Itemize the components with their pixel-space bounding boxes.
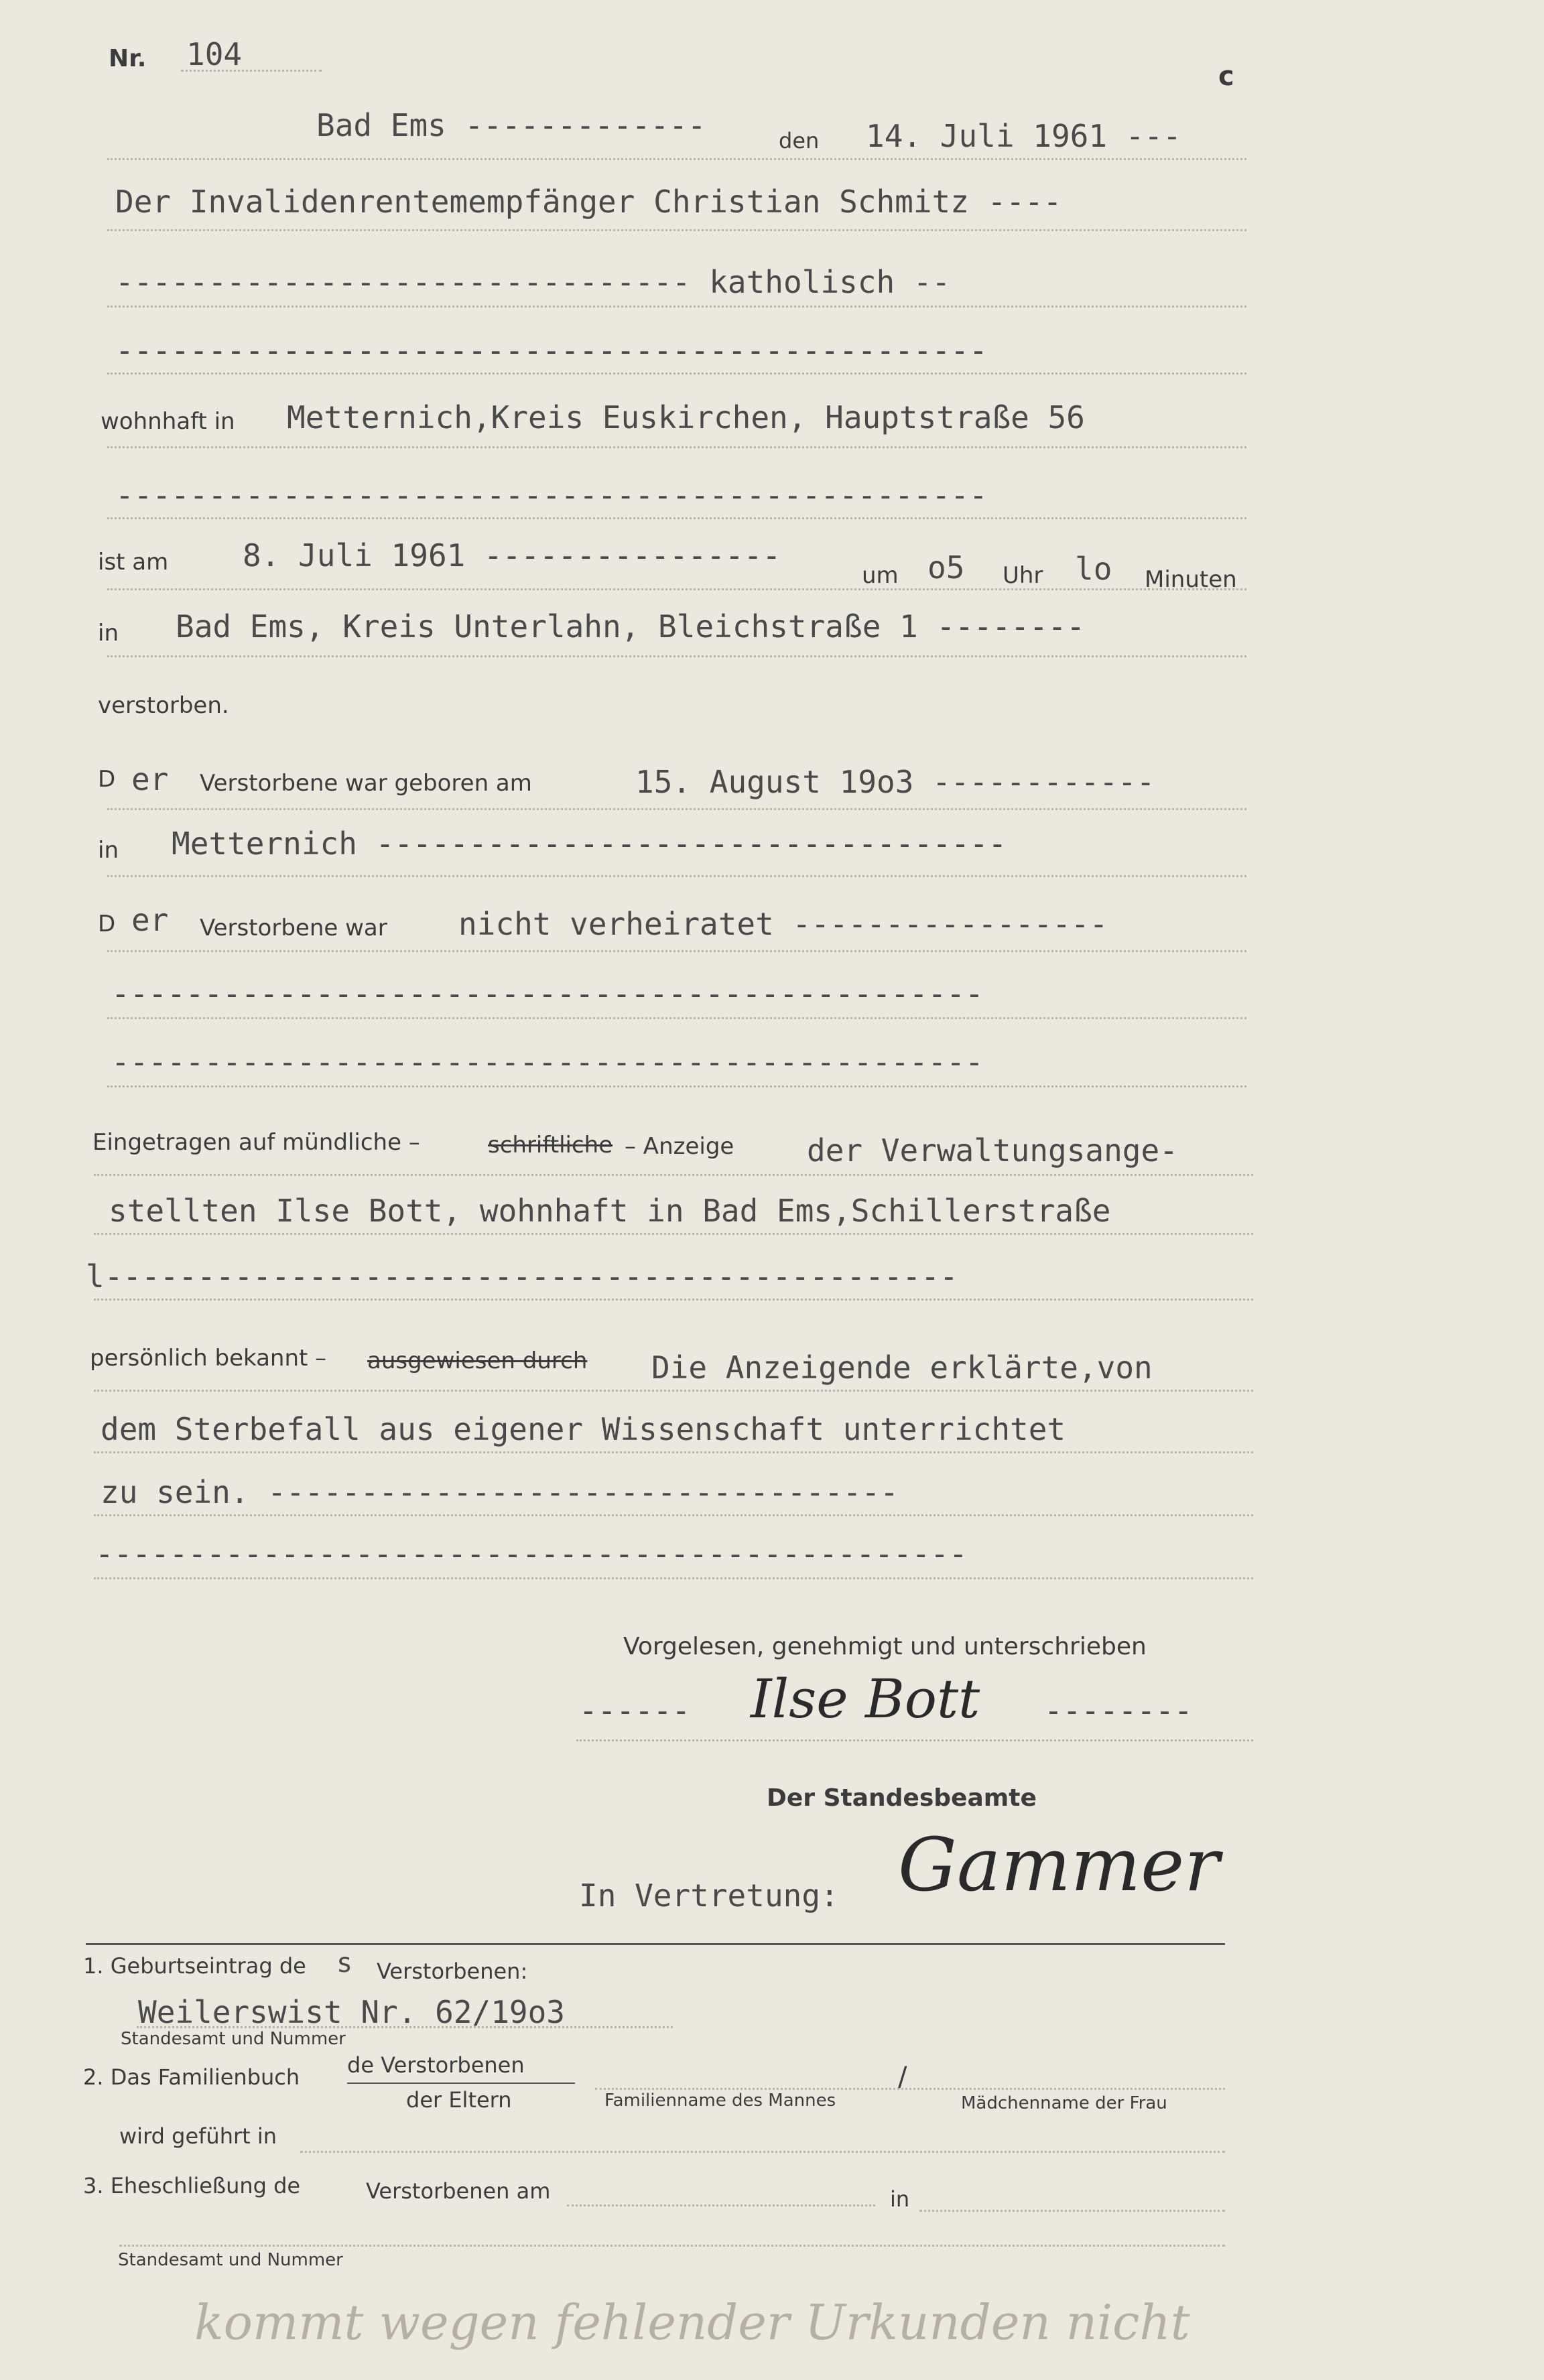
rule-line — [576, 1739, 1253, 1741]
footer-item2-label: 2. Das Familienbuch — [83, 2064, 300, 2090]
rule-line — [94, 1174, 1253, 1176]
birth-d-prefix: D — [98, 766, 116, 793]
rule-line — [107, 950, 1246, 952]
handwritten-pencil-note: kommt wegen fehlender Urkunden nicht — [194, 2294, 1190, 2351]
birth-label: Verstorbene war geboren am — [200, 770, 532, 797]
identity-line-3: zu sein. ---------------------------------- — [101, 1474, 899, 1510]
rule-line — [919, 2210, 1225, 2212]
place-of-record: Bad Ems ------------- — [316, 107, 706, 143]
rule-line — [595, 2088, 1225, 2090]
marital-dash-line-3: ----------------------------------------------- — [111, 1044, 984, 1080]
ist-am-label: ist am — [98, 549, 169, 576]
fraction-rule — [347, 2082, 575, 2084]
informant-line-2: stellten Ilse Bott, wohnhaft in Bad Ems,Schillerstraße — [109, 1193, 1111, 1229]
family-book-top: de Verstorbenen — [347, 2052, 525, 2078]
um-label: um — [862, 562, 899, 589]
wohnhaft-label: wohnhaft in — [101, 408, 235, 435]
informant-signature: Ilse Bott — [751, 1668, 980, 1730]
informant-line-3: l---------------------------------------------- — [86, 1258, 958, 1295]
birth-registry-entry: Weilerswist Nr. 62/19o3 — [138, 1994, 565, 2030]
standesamt-label-2: Standesamt und Nummer — [118, 2250, 343, 2270]
rule-line — [94, 1390, 1253, 1392]
rule-line — [94, 1233, 1253, 1235]
signature-dash-left: ------ — [579, 1693, 691, 1729]
registrar-signature: Gammer — [898, 1822, 1220, 1908]
footer-divider — [86, 1943, 1225, 1945]
footer-item3-in: in — [890, 2186, 910, 2212]
rule-line — [94, 1451, 1253, 1453]
rule-line — [107, 517, 1246, 519]
blank-dash-line: ----------------------------------------------- — [115, 332, 988, 369]
nr-value: 104 — [186, 36, 243, 72]
signature-dash-right: -------- — [1044, 1693, 1193, 1729]
nr-label: Nr. — [109, 45, 147, 72]
minuten-label: Minuten — [1145, 566, 1237, 593]
corner-mark: c — [1218, 61, 1234, 92]
identity-line-2: dem Sterbefall aus eigener Wissenschaft unterrichtet — [101, 1411, 1066, 1447]
rule-line — [107, 446, 1246, 448]
death-minutes: lo — [1075, 551, 1112, 587]
rule-line — [94, 1514, 1253, 1516]
footer-item3-label: 3. Eheschließung de — [83, 2173, 301, 2198]
gefuehrt-label: wird geführt in — [119, 2123, 277, 2149]
maedchenname-label: Mädchenname der Frau — [961, 2093, 1167, 2113]
rule-line — [107, 229, 1246, 231]
name-slash: / — [898, 2062, 907, 2093]
rule-line — [107, 1085, 1246, 1087]
rule-line — [107, 306, 1246, 308]
record-date: 14. Juli 1961 --- — [866, 118, 1181, 154]
marital-er-typed: er — [131, 902, 169, 938]
residence-dash-line: ----------------------------------------------- — [115, 477, 988, 513]
religion-line: ------------------------------- katholisch -- — [115, 264, 951, 300]
family-book-bottom: der Eltern — [406, 2087, 512, 2113]
footer-item3-mid: Verstorbenen am — [366, 2178, 551, 2204]
report-prefix: Eingetragen auf mündliche – — [92, 1129, 420, 1156]
rule-line — [107, 655, 1246, 657]
birth-in-label: in — [98, 837, 119, 864]
footer-item1-label: 1. Geburtseintrag de — [83, 1953, 306, 1979]
identity-line-4: ----------------------------------------------- — [95, 1536, 968, 1572]
birth-place: Metternich ---------------------------------- — [172, 825, 1007, 862]
marital-status: nicht verheiratet ----------------- — [458, 906, 1108, 942]
footer-item1-typed-s: s — [336, 1948, 353, 1979]
rule-line — [107, 875, 1246, 877]
verstorben-label: verstorben. — [98, 692, 229, 719]
marital-label: Verstorbene war — [200, 915, 387, 941]
rule-line — [567, 2204, 875, 2206]
standesamt-label: Standesamt und Nummer — [121, 2029, 346, 2049]
registrar-label: Der Standesbeamte — [767, 1784, 1037, 1812]
rule-line — [107, 588, 1246, 590]
death-place: Bad Ems, Kreis Unterlahn, Bleichstraße 1 -------- — [176, 608, 1086, 645]
in-vertretung-label: In Vertretung: — [579, 1877, 839, 1914]
residence-address: Metternich,Kreis Euskirchen, Hauptstraße 56 — [287, 399, 1085, 436]
death-date: 8. Juli 1961 ---------------- — [243, 537, 781, 574]
death-hour: o5 — [927, 549, 965, 586]
rule-line — [94, 1299, 1253, 1301]
footer-item1-suffix: Verstorbenen: — [377, 1959, 528, 1984]
rule-line — [119, 2245, 1225, 2247]
den-label: den — [779, 128, 820, 153]
informant-line-1: der Verwaltungsange- — [807, 1132, 1178, 1169]
nr-line — [181, 70, 322, 72]
birth-date: 15. August 19o3 ------------ — [635, 764, 1155, 800]
rule-line — [107, 373, 1246, 375]
rule-line — [137, 2026, 673, 2028]
rule-line — [300, 2151, 1225, 2153]
identity-line-1: Die Anzeigende erklärte,von — [651, 1349, 1153, 1386]
death-in-label: in — [98, 620, 119, 647]
deceased-name-line: Der Invalidenrentemempfänger Christian Schmitz ---- — [115, 184, 1062, 220]
marital-dash-line-2: ----------------------------------------------- — [111, 976, 984, 1012]
rule-line — [107, 158, 1246, 160]
marital-d-prefix: D — [98, 911, 116, 937]
rule-line — [107, 808, 1246, 810]
report-struck-option: schriftliche — [488, 1132, 613, 1159]
identity-prefix: persönlich bekannt – — [90, 1345, 327, 1372]
report-suffix: – Anzeige — [625, 1133, 734, 1160]
rule-line — [107, 1017, 1246, 1019]
uhr-label: Uhr — [1003, 562, 1043, 589]
familienname-label: Familienname des Mannes — [604, 2091, 836, 2111]
birth-er-typed: er — [131, 761, 169, 797]
rule-line — [94, 1577, 1253, 1579]
read-approved-label: Vorgelesen, genehmigt und unterschrieben — [623, 1633, 1147, 1660]
identity-struck-option: ausgewiesen durch — [367, 1347, 588, 1374]
